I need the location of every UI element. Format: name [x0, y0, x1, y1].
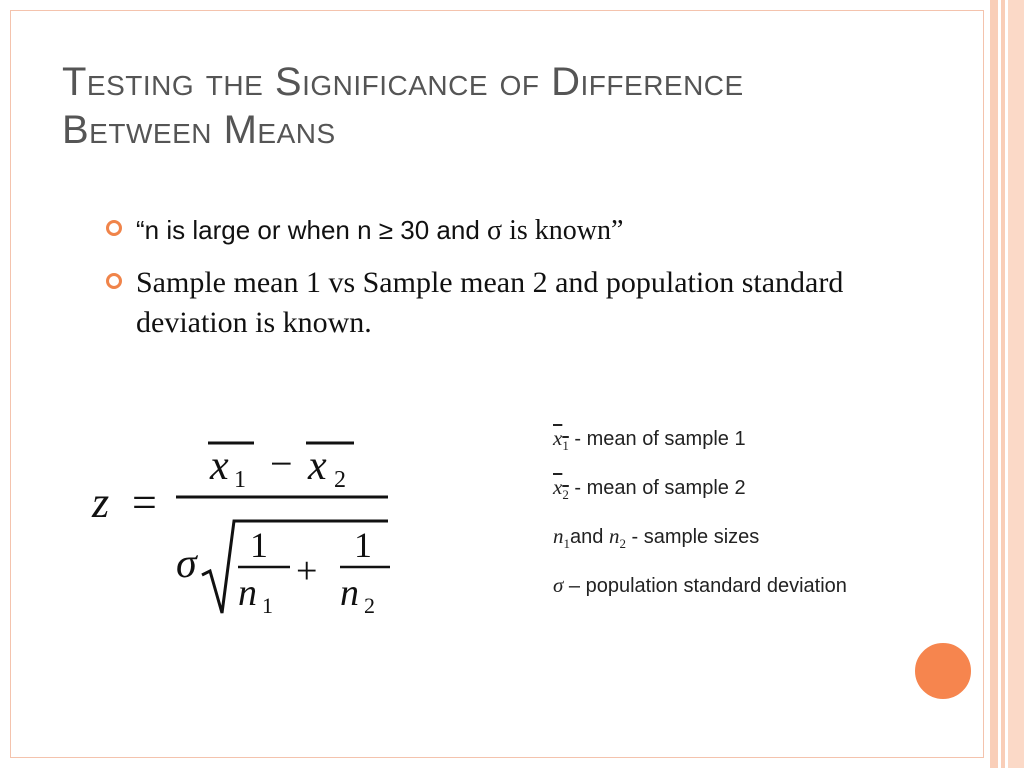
bullet-2-text: Sample mean 1 vs Sample mean 2 and population standard deviation is known. [136, 266, 844, 339]
z-formula [90, 425, 420, 625]
formula-x1: x [210, 443, 229, 489]
decorative-stripe [1001, 0, 1005, 768]
bullet-circle-icon [106, 220, 122, 236]
legend-sub: 1 [563, 536, 570, 552]
bullet-1-text-a: “n is large or when n ≥ 30 and [136, 215, 488, 245]
legend-desc: - sample sizes [625, 526, 760, 548]
decorative-stripe [1008, 0, 1024, 768]
formula-n1: n [238, 572, 257, 614]
formula-minus: − [270, 441, 293, 486]
legend-desc: - mean of sample 1 [568, 428, 746, 450]
legend-sym-x1: x [553, 426, 563, 450]
bullet-item-2 [100, 263, 920, 343]
legend-sub: 1 [562, 438, 569, 454]
bullet-item-1 [100, 208, 920, 253]
slide-title [62, 58, 942, 154]
title-line-1: Testing the Significance of Difference [62, 60, 744, 104]
formula-plus: + [296, 550, 318, 592]
formula-sigma: σ [176, 541, 197, 587]
legend-row-sigma [553, 573, 933, 598]
legend-symbol [608, 524, 626, 552]
formula-one-a: 1 [250, 525, 268, 565]
formula-legend [553, 426, 933, 622]
formula-n2-sub: 2 [364, 593, 375, 618]
legend-sub: 2 [619, 536, 626, 552]
legend-row-sample-sizes [553, 524, 933, 552]
legend-row-mean-2 [553, 475, 933, 503]
formula-n1-sub: 1 [262, 593, 273, 618]
legend-sym-x2: x [553, 475, 563, 499]
bullet-1-text-b: σ is known” [487, 215, 624, 246]
legend-symbol: σ [553, 573, 564, 597]
formula-equals: = [132, 478, 157, 527]
formula-sub1: 1 [234, 467, 246, 493]
decorative-stripe [990, 0, 998, 768]
legend-symbol [553, 426, 569, 454]
formula-z: z [92, 478, 110, 527]
bullet-circle-icon [106, 273, 122, 289]
formula-n2: n [340, 572, 359, 614]
legend-symbol [553, 475, 569, 503]
legend-sym-n1: n [553, 524, 564, 548]
legend-row-mean-1 [553, 426, 933, 454]
formula-one-b: 1 [354, 525, 372, 565]
legend-desc: - mean of sample 2 [568, 477, 746, 499]
formula-x2: x [308, 443, 327, 489]
title-line-2: Between Means [62, 108, 336, 152]
legend-sub: 2 [562, 487, 569, 503]
decorative-circle [912, 640, 974, 702]
formula-sub2: 2 [334, 467, 346, 493]
legend-sym-n2: n [608, 524, 620, 548]
legend-symbol [553, 524, 570, 552]
legend-mid: and [570, 526, 609, 548]
legend-desc: – population standard deviation [563, 575, 847, 597]
bullet-list [100, 208, 920, 353]
